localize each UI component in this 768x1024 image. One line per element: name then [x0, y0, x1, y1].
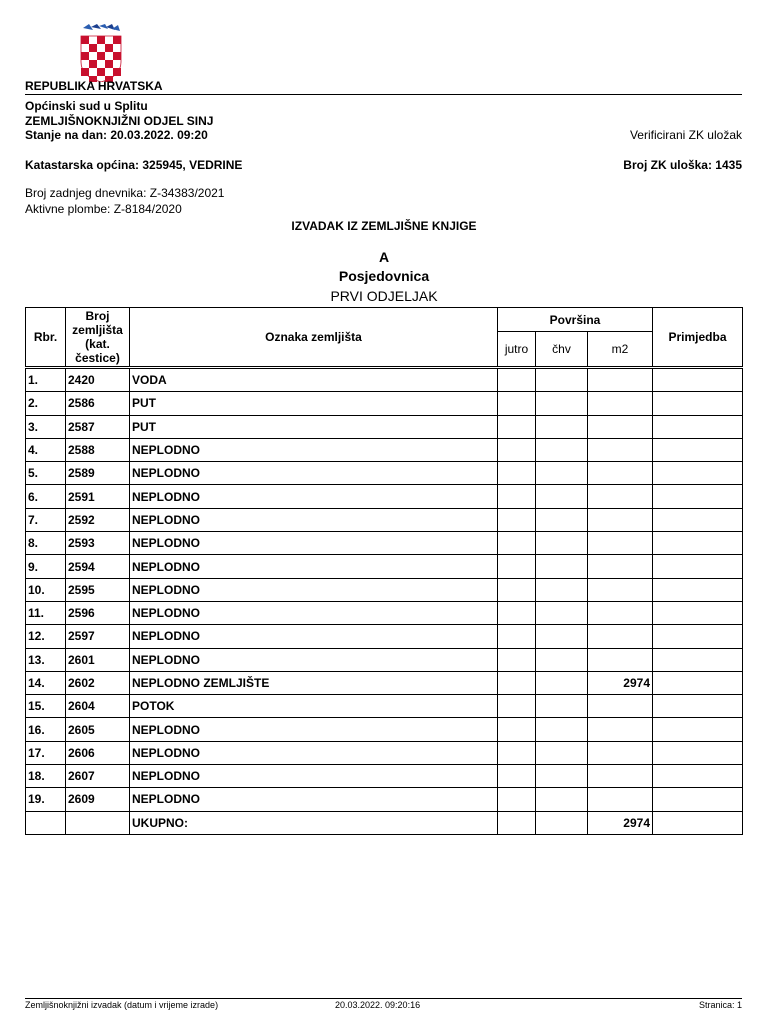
cell-oznaka: PUT	[130, 415, 498, 438]
cell-primjedba	[653, 625, 743, 648]
cell-primjedba	[653, 671, 743, 694]
cell-rbr: 8.	[26, 532, 66, 555]
cell-rbr: 7.	[26, 508, 66, 531]
cell-rbr: 17.	[26, 741, 66, 764]
department-name: ZEMLJIŠNOKNJIŽNI ODJEL SINJ	[25, 114, 214, 128]
table-row	[26, 695, 743, 718]
cell-empty	[26, 811, 66, 834]
cell-primjedba	[653, 695, 743, 718]
cell-chv	[536, 578, 588, 601]
cell-m2	[588, 718, 653, 741]
cell-chv	[536, 392, 588, 415]
cell-chv	[536, 718, 588, 741]
cell-primjedba	[653, 555, 743, 578]
cell-jutro	[498, 578, 536, 601]
cell-jutro	[498, 718, 536, 741]
cell-oznaka: NEPLODNO	[130, 788, 498, 811]
cell-oznaka: POTOK	[130, 695, 498, 718]
table-row	[26, 648, 743, 671]
cell-broj: 2597	[66, 625, 130, 648]
footer-divider	[25, 998, 742, 999]
cell-oznaka: NEPLODNO	[130, 462, 498, 485]
cell-empty	[498, 811, 536, 834]
cell-chv	[536, 462, 588, 485]
cell-oznaka: NEPLODNO	[130, 718, 498, 741]
cell-jutro	[498, 695, 536, 718]
cell-oznaka: VODA	[130, 368, 498, 392]
cell-broj: 2601	[66, 648, 130, 671]
cell-oznaka: NEPLODNO	[130, 578, 498, 601]
cell-primjedba	[653, 788, 743, 811]
cell-broj: 2589	[66, 462, 130, 485]
table-row	[26, 392, 743, 415]
cell-jutro	[498, 741, 536, 764]
verified-label: Verificirani ZK uložak	[629, 128, 742, 142]
cell-oznaka: PUT	[130, 392, 498, 415]
cell-m2	[588, 648, 653, 671]
cell-primjedba	[653, 508, 743, 531]
cell-primjedba	[653, 648, 743, 671]
cell-rbr: 16.	[26, 718, 66, 741]
total-row	[26, 811, 743, 834]
cell-primjedba	[653, 415, 743, 438]
cell-m2	[588, 695, 653, 718]
cell-oznaka: NEPLODNO	[130, 438, 498, 461]
cell-rbr: 1.	[26, 368, 66, 392]
cell-oznaka: NEPLODNO	[130, 741, 498, 764]
table-row	[26, 415, 743, 438]
cell-oznaka: NEPLODNO ZEMLJIŠTE	[130, 671, 498, 694]
cell-chv	[536, 415, 588, 438]
document-title: IZVADAK IZ ZEMLJIŠNE KNJIGE	[291, 219, 477, 233]
state-date: Stanje na dan: 20.03.2022. 09:20	[25, 128, 208, 142]
cell-broj: 2588	[66, 438, 130, 461]
court-name: Općinski sud u Splitu	[25, 99, 148, 113]
cell-chv	[536, 438, 588, 461]
cell-broj: 2592	[66, 508, 130, 531]
cell-primjedba	[653, 438, 743, 461]
cell-m2	[588, 765, 653, 788]
cell-m2: 2974	[588, 671, 653, 694]
cell-broj: 2593	[66, 532, 130, 555]
cell-rbr: 13.	[26, 648, 66, 671]
cell-primjedba	[653, 718, 743, 741]
section-letter: A	[378, 249, 390, 265]
cell-oznaka: NEPLODNO	[130, 555, 498, 578]
cell-primjedba	[653, 741, 743, 764]
header-oznaka: Oznaka zemljišta	[130, 308, 498, 368]
total-label: UKUPNO:	[130, 811, 498, 834]
footer-page-number: Stranica: 1	[698, 1000, 742, 1010]
table-row	[26, 765, 743, 788]
cell-jutro	[498, 392, 536, 415]
header-rbr: Rbr.	[26, 308, 66, 368]
cell-oznaka: NEPLODNO	[130, 765, 498, 788]
cell-m2	[588, 392, 653, 415]
cell-primjedba	[653, 368, 743, 392]
table-row	[26, 555, 743, 578]
cell-rbr: 6.	[26, 485, 66, 508]
cell-broj: 2587	[66, 415, 130, 438]
cell-chv	[536, 765, 588, 788]
cell-m2	[588, 508, 653, 531]
croatian-coat-of-arms-icon	[80, 24, 122, 82]
cell-jutro	[498, 508, 536, 531]
header-broj: Broj zemljišta (kat. čestice)	[66, 308, 130, 368]
cell-broj: 2594	[66, 555, 130, 578]
cell-chv	[536, 555, 588, 578]
cell-broj: 2586	[66, 392, 130, 415]
cell-m2	[588, 485, 653, 508]
cell-m2	[588, 788, 653, 811]
table-row	[26, 485, 743, 508]
cell-rbr: 10.	[26, 578, 66, 601]
cell-m2	[588, 438, 653, 461]
cell-chv	[536, 695, 588, 718]
cell-m2	[588, 741, 653, 764]
cell-jutro	[498, 788, 536, 811]
cell-rbr: 11.	[26, 601, 66, 624]
cell-primjedba	[653, 532, 743, 555]
header-primjedba: Primjedba	[653, 308, 743, 368]
cell-m2	[588, 415, 653, 438]
table-row	[26, 625, 743, 648]
cell-chv	[536, 625, 588, 648]
cell-jutro	[498, 485, 536, 508]
cell-m2	[588, 368, 653, 392]
header-povrsina: Površina	[498, 308, 653, 332]
table-row	[26, 508, 743, 531]
cell-chv	[536, 648, 588, 671]
cell-chv	[536, 671, 588, 694]
cell-m2	[588, 555, 653, 578]
cell-rbr: 19.	[26, 788, 66, 811]
cell-broj: 2591	[66, 485, 130, 508]
cell-chv	[536, 788, 588, 811]
table-row	[26, 368, 743, 392]
cell-jutro	[498, 462, 536, 485]
header-jutro: jutro	[498, 332, 536, 368]
cell-broj: 2420	[66, 368, 130, 392]
active-seals: Aktivne plombe: Z-8184/2020	[25, 202, 182, 216]
cell-chv	[536, 508, 588, 531]
cell-jutro	[498, 438, 536, 461]
cell-rbr: 5.	[26, 462, 66, 485]
country-name: REPUBLIKA HRVATSKA	[25, 79, 163, 93]
cell-chv	[536, 741, 588, 764]
table-row	[26, 532, 743, 555]
cell-jutro	[498, 765, 536, 788]
cell-chv	[536, 368, 588, 392]
cell-chv	[536, 485, 588, 508]
footer-left: Zemljišnoknjižni izvadak (datum i vrijeme izrade)	[25, 1000, 219, 1010]
subsection-name: PRVI ODJELJAK	[330, 288, 438, 304]
header-m2: m2	[588, 332, 653, 368]
cell-jutro	[498, 532, 536, 555]
cell-m2	[588, 462, 653, 485]
cell-empty	[66, 811, 130, 834]
table-row	[26, 438, 743, 461]
cell-oznaka: NEPLODNO	[130, 532, 498, 555]
cell-broj: 2604	[66, 695, 130, 718]
section-name: Posjedovnica	[338, 268, 430, 284]
cell-broj: 2609	[66, 788, 130, 811]
cell-rbr: 14.	[26, 671, 66, 694]
cell-jutro	[498, 415, 536, 438]
table-row	[26, 462, 743, 485]
last-diary-number: Broj zadnjeg dnevnika: Z-34383/2021	[25, 186, 225, 200]
cell-broj: 2605	[66, 718, 130, 741]
cell-primjedba	[653, 765, 743, 788]
cell-m2	[588, 532, 653, 555]
cell-broj: 2596	[66, 601, 130, 624]
cell-broj: 2606	[66, 741, 130, 764]
cell-jutro	[498, 648, 536, 671]
header-chv: čhv	[536, 332, 588, 368]
cell-primjedba	[653, 485, 743, 508]
cell-chv	[536, 532, 588, 555]
cell-rbr: 12.	[26, 625, 66, 648]
cell-m2	[588, 578, 653, 601]
table-row	[26, 718, 743, 741]
cell-broj: 2602	[66, 671, 130, 694]
cell-m2	[588, 601, 653, 624]
total-m2: 2974	[588, 811, 653, 834]
cell-oznaka: NEPLODNO	[130, 508, 498, 531]
cell-rbr: 2.	[26, 392, 66, 415]
cell-rbr: 4.	[26, 438, 66, 461]
table-row	[26, 601, 743, 624]
cell-primjedba	[653, 392, 743, 415]
cell-broj: 2607	[66, 765, 130, 788]
cell-rbr: 3.	[26, 415, 66, 438]
cell-rbr: 15.	[26, 695, 66, 718]
cell-jutro	[498, 601, 536, 624]
cell-oznaka: NEPLODNO	[130, 625, 498, 648]
cell-primjedba	[653, 462, 743, 485]
cell-empty	[536, 811, 588, 834]
table-row	[26, 741, 743, 764]
cell-oznaka: NEPLODNO	[130, 648, 498, 671]
cell-oznaka: NEPLODNO	[130, 485, 498, 508]
cell-rbr: 9.	[26, 555, 66, 578]
zk-number: Broj ZK uloška: 1435	[623, 158, 742, 172]
table-row	[26, 578, 743, 601]
header-divider	[25, 94, 742, 95]
cell-jutro	[498, 555, 536, 578]
cell-empty	[653, 811, 743, 834]
cell-rbr: 18.	[26, 765, 66, 788]
footer-timestamp: 20.03.2022. 09:20:16	[335, 1000, 421, 1010]
cadastral-municipality: Katastarska općina: 325945, VEDRINE	[25, 158, 243, 172]
cell-jutro	[498, 671, 536, 694]
cell-primjedba	[653, 601, 743, 624]
cell-oznaka: NEPLODNO	[130, 601, 498, 624]
cell-primjedba	[653, 578, 743, 601]
table-row	[26, 788, 743, 811]
cell-broj: 2595	[66, 578, 130, 601]
table-row	[26, 671, 743, 694]
cell-chv	[536, 601, 588, 624]
cell-jutro	[498, 368, 536, 392]
cell-jutro	[498, 625, 536, 648]
land-parcels-table	[25, 307, 743, 835]
cell-m2	[588, 625, 653, 648]
